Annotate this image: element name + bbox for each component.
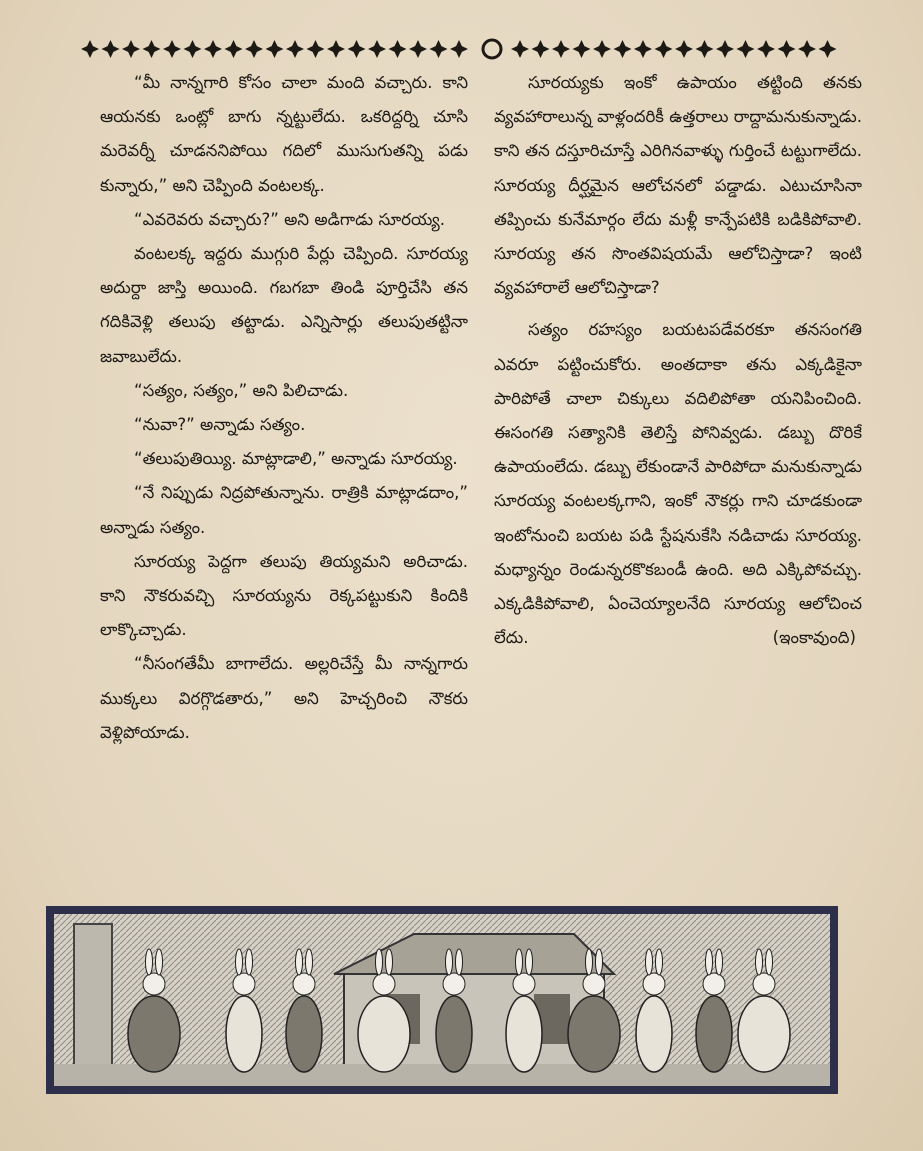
border-star (409, 40, 427, 58)
decorative-border (80, 34, 842, 64)
rabbit-family-scene-icon (54, 914, 830, 1086)
paragraph: వంటలక్క ఇద్దరు ముగ్గురి పేర్లు చెప్పింది. సూరయ్య అదుర్దా జాస్తి అయింది. గబగబా తిండి పూర్తిచేసి తన గదికివెళ్లి తలుపు తట్టాడు. ఎన్నిసార్లు తలుపుతట్టినా జవాబులేదు. (100, 244, 468, 366)
border-star (307, 40, 325, 58)
paragraph: “నే నిప్పుడు నిద్రపోతున్నాను. రాత్రికి మాట్లాడదాం,” అన్నాడు సత్యం. (100, 483, 468, 537)
border-star (634, 40, 652, 58)
border-star (757, 40, 775, 58)
paragraph: సత్యం రహస్యం బయటపడేవరకూ తనసంగతి ఎవరూ పట్టించుకోరు. అంతదాకా తను ఎక్కడికైనా పారిపోతే చాలా చిక్కులు వదిలిపోతా యనిపించింది. ఈసంగతి సత్యానికి తెలిస్తే పోనివ్వడు. డబ్బు దొరికే ఉపాయంలేదు. డబ్బు లేకుండానే పారిపోదా మనుకున్నాడు సూరయ్య వంటలక్కగాని, ఇంకో నౌకర్లు గాని చూడకుండా ఇంటోనుంచి బయట పడి స్టేషనుకేసి నడిచాడు సూరయ్య. మధ్యాన్నం రెండున్నరకొకబండీ ఉంది. అది ఎక్కిపోవచ్చు. ఎక్కడికిపోవాలి, ఏంచెయ్యాలనేది సూరయ్య ఆలోచించ లేదు. (494, 320, 862, 648)
left-column (100, 66, 468, 750)
border-star (778, 40, 796, 58)
border-star (184, 40, 202, 58)
border-star (266, 40, 284, 58)
border-star (389, 40, 407, 58)
border-star (81, 40, 99, 58)
border-star (225, 40, 243, 58)
border-star (102, 40, 120, 58)
paragraph: “నువా?” అన్నాడు సత్యం. (134, 415, 306, 435)
border-star (716, 40, 734, 58)
border-star (348, 40, 366, 58)
border-star (122, 40, 140, 58)
border-star (532, 40, 550, 58)
star-border-icon (80, 34, 842, 64)
paragraph: “నీసంగతేమీ బాగాలేదు. అల్లరిచేస్తే మీ నాన్నగారు ముక్కలు విరగ్గొడతారు,” అని హెచ్చరించి నౌకరు వెళ్లిపోయాడు. (100, 654, 468, 742)
border-star (286, 40, 304, 58)
border-star (573, 40, 591, 58)
right-column (494, 66, 862, 656)
border-star (245, 40, 263, 58)
border-star (430, 40, 448, 58)
border-star (552, 40, 570, 58)
illustration-frame (46, 906, 838, 1094)
border-star (163, 40, 181, 58)
paragraph: “మీ నాన్నగారి కోసం చాలా మంది వచ్చారు. కాని ఆయనకు ఒంట్లో బాగు న్నట్టులేదు. ఒకరిద్దర్ని చూసి మరెవర్నీ చూడననిపోయి గదిలో ముసుగుతన్ని పడు కున్నారు,” అని చెప్పింది వంటలక్క. (100, 73, 468, 195)
paragraph: సూరయ్య పెద్దగా తలుపు తియ్యమని అరిచాడు. కాని నౌకరువచ్చి సూరయ్యను రెక్కపట్టుకుని కిందికి లాక్కొచ్చాడు. (100, 551, 468, 640)
paragraph: సూరయ్యకు ఇంకో ఉపాయం తట్టింది తనకు వ్యవహారాలున్న వాళ్లందరికీ ఉత్తరాలు రాద్దామనుకున్నాడు. కాని తన దస్తూరిచూస్తే ఎరిగినవాళ్ళు గుర్తించే టట్టుగాలేదు. సూరయ్య దీర్ఘమైన ఆలోచనలో పడ్డాడు. ఎటుచూసినా తప్పించు కునేమార్గం లేదు మళ్లీ కాన్పేపటికి బడికిపోవాలి. సూరయ్య తన సొంతవిషయమే ఆలోచిస్తాడా? ఇంటి వ్యవహారాలే ఆలోచిస్తాడా? (494, 73, 862, 298)
border-star (511, 40, 529, 58)
border-star (696, 40, 714, 58)
border-star (593, 40, 611, 58)
border-star (655, 40, 673, 58)
border-star (204, 40, 222, 58)
paragraph: “ఎవరెవరు వచ్చారు?” అని అడిగాడు సూరయ్య. (134, 209, 446, 229)
paragraph: “సత్యం, సత్యం,” అని పిలిచాడు. (134, 380, 349, 400)
border-star (614, 40, 632, 58)
paragraph: “తలుపుతియ్యి. మాట్లాడాలి,” అన్నాడు సూరయ్య. (134, 449, 458, 469)
border-star (368, 40, 386, 58)
border-star (798, 40, 816, 58)
border-star (450, 40, 468, 58)
border-star (737, 40, 755, 58)
continued-label: (ఇంకావుంది) (772, 628, 856, 648)
border-star (327, 40, 345, 58)
border-star (675, 40, 693, 58)
border-star (143, 40, 161, 58)
border-star (819, 40, 837, 58)
